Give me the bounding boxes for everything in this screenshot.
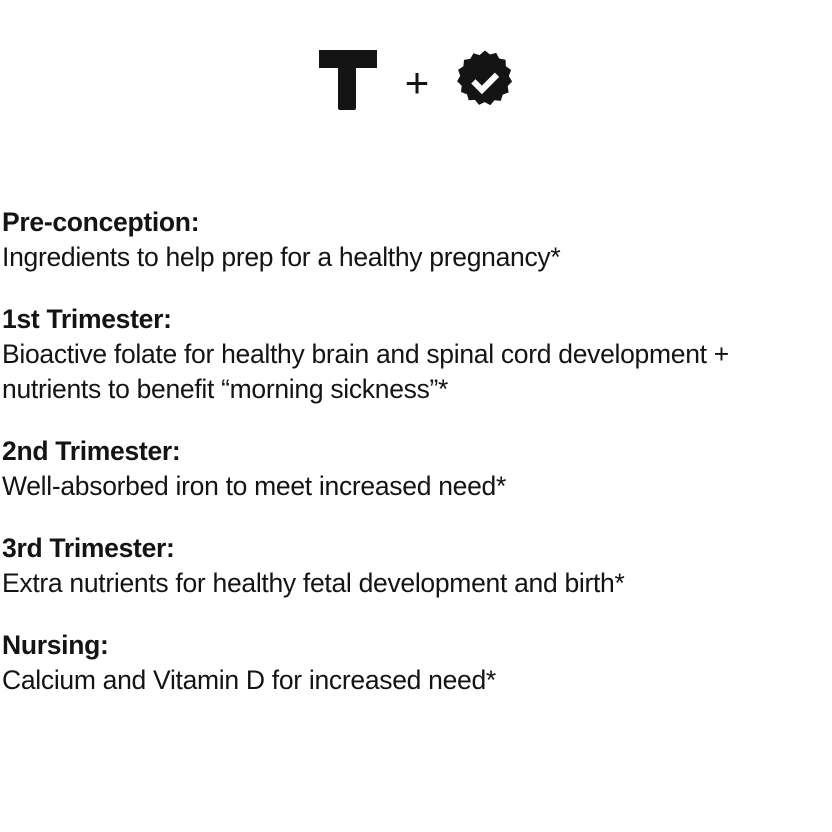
section-body: Bioactive folate for healthy brain and spinal cord development + nutrients to benefit “morning sickness”*: [2, 338, 729, 404]
benefit-section: [2, 302, 830, 407]
benefit-section: [2, 434, 830, 504]
section-title: 2nd Trimester:: [2, 435, 181, 466]
benefit-section: [2, 205, 830, 275]
benefit-section: [2, 531, 830, 601]
letter-t-logomark: [317, 46, 379, 117]
section-body: Calcium and Vitamin D for increased need*: [2, 664, 496, 695]
benefit-section: [2, 628, 830, 698]
section-body: Well-absorbed iron to meet increased need*: [2, 470, 506, 501]
section-body: Ingredients to help prep for a healthy pregnancy*: [2, 241, 561, 272]
section-title: Nursing:: [2, 629, 109, 660]
section-title: Pre-conception:: [2, 207, 200, 237]
brand-lockup: [0, 36, 832, 126]
section-title: 1st Trimester:: [2, 303, 172, 334]
checkmark-badge-icon: [455, 49, 515, 114]
benefits-list: [0, 205, 832, 698]
plus-symbol: +: [404, 59, 430, 106]
section-body: Extra nutrients for healthy fetal development and birth*: [2, 567, 625, 598]
section-title: 3rd Trimester:: [2, 532, 175, 563]
